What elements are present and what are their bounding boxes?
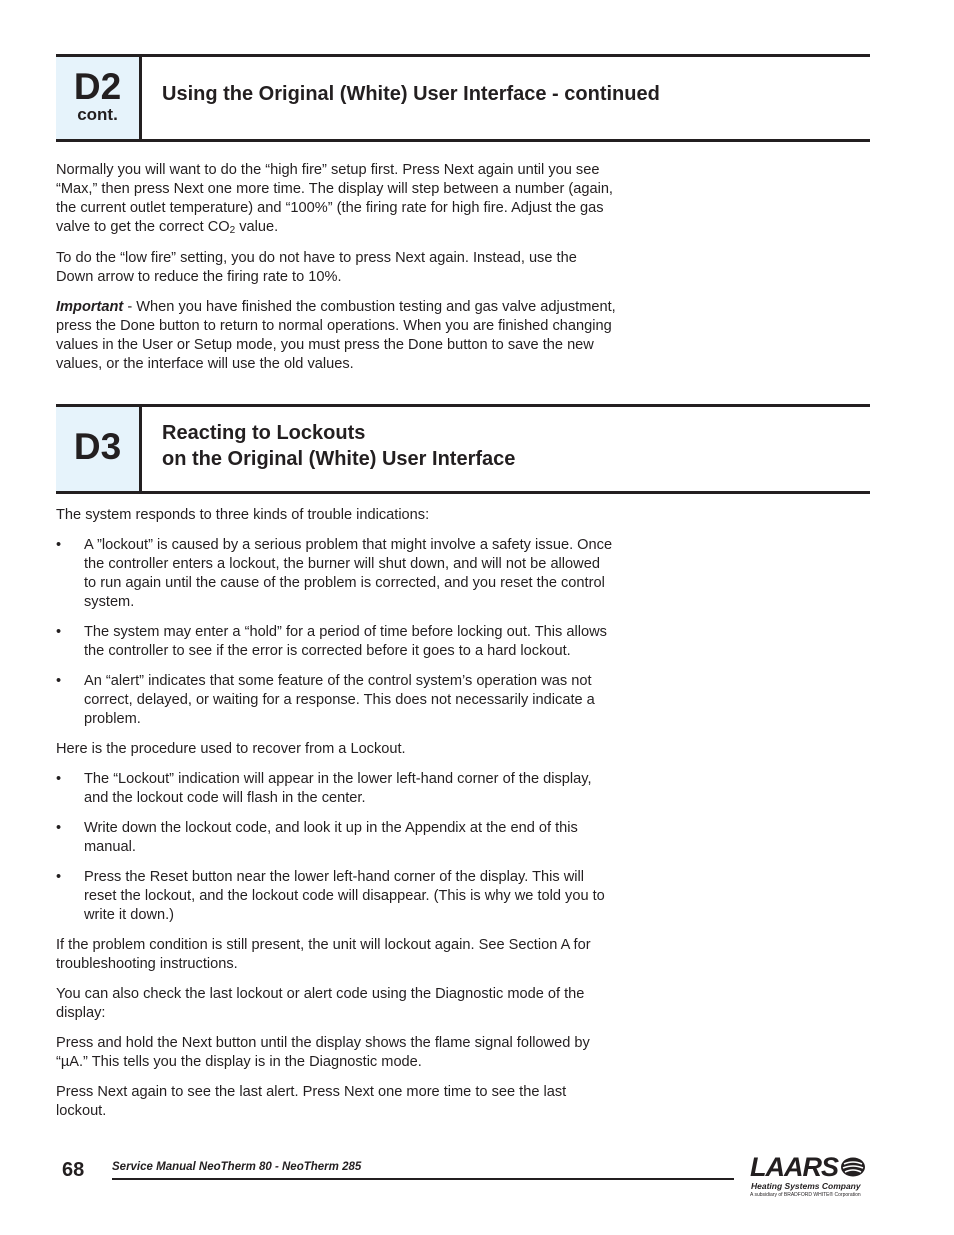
paragraph: If the problem condition is still present, the unit will lockout again. See Section A for troubleshooting instructions. — [56, 937, 591, 972]
paragraph-important: Important - When you have finished the combustion testing and gas valve adjustment, press the Done button to return to normal operations. When you are finished changing values in the User or Setup mode, you must press the Done button to save the new values, or the interface will use the old values. — [56, 299, 616, 372]
procedure-list — [56, 770, 616, 925]
footer-manual-title: Service Manual NeoTherm 80 - NeoTherm 285 — [112, 1161, 362, 1173]
d2-body — [56, 161, 616, 385]
indication-list — [56, 536, 616, 729]
list-item: • A ”lockout” is caused by a serious problem that might involve a safety issue. Once the controller enters a lockout, the burner will shut down, and will not be allowed to run again until the cause of the problem is corrected, and you reset the control system. — [56, 537, 613, 610]
list-item: • The “Lockout” indication will appear in the lower left-hand corner of the display, and the lockout code will flash in the center. — [56, 771, 592, 806]
d3-body — [56, 506, 616, 1132]
paragraph: Press Next again to see the last alert. Press Next one more time to see the last lockout. — [56, 1084, 567, 1119]
important-label: Important — [56, 299, 124, 315]
section-title: Using the Original (White) User Interface - continued — [162, 83, 660, 105]
paragraph: To do the “low fire” setting, you do not have to press Next again. Instead, use the Down arrow to reduce the firing rate to 10%. — [56, 250, 577, 285]
page-number: 68 — [62, 1159, 85, 1181]
list-item: • Write down the lockout code, and look it up in the Appendix at the end of this manual. — [56, 820, 578, 855]
section-header-d3 — [56, 404, 870, 494]
section-code: D2 — [73, 66, 122, 107]
section-code: D3 — [73, 426, 122, 467]
list-item: • An “alert” indicates that some feature of the control system’s operation was not correct, delayed, or waiting for a response. This does not necessarily indicate a problem. — [56, 673, 595, 727]
paragraph: You can also check the last lockout or alert code using the Diagnostic mode of the display: — [56, 986, 585, 1021]
section-header-d2 — [56, 54, 870, 142]
logo-tagline: Heating Systems Company — [751, 1181, 861, 1191]
swirl-icon — [840, 1156, 866, 1178]
laars-logo — [748, 1152, 872, 1200]
section-code-box — [56, 407, 142, 491]
list-item: • Press the Reset button near the lower left-hand corner of the display. This will reset the lockout, and the lockout code will disappear. (This is why we told you to write it down.) — [56, 869, 605, 923]
logo-wordmark: LAARS — [750, 1152, 838, 1182]
section-cont-label: cont. — [77, 105, 118, 124]
section-title: Reacting to Lockouts on the Original (White) User Interface — [162, 422, 516, 470]
logo-subsidiary: A subsidiary of BRADFORD WHITE® Corporation — [750, 1192, 861, 1198]
paragraph: Here is the procedure used to recover from a Lockout. — [56, 741, 406, 757]
paragraph: The system responds to three kinds of trouble indications: — [56, 507, 430, 523]
paragraph: Normally you will want to do the “high fire” setup first. Press Next again until you see “Max,” then press Next one more time. The display will step between a number (again, the current outlet temperature) and “100%” (the firing rate for high fire. Adjust the gas valve to get the correct $CO_2$ value. — [56, 162, 613, 236]
section-code-box — [56, 57, 142, 139]
paragraph: Press and hold the Next button until the display shows the flame signal followed by “µA.” This tells you the display is in the Diagnostic mode. — [56, 1035, 590, 1070]
footer-rule — [112, 1178, 734, 1180]
list-item: • The system may enter a “hold” for a period of time before locking out. This allows the controller to see if the error is corrected before it goes to a hard lockout. — [56, 624, 607, 659]
